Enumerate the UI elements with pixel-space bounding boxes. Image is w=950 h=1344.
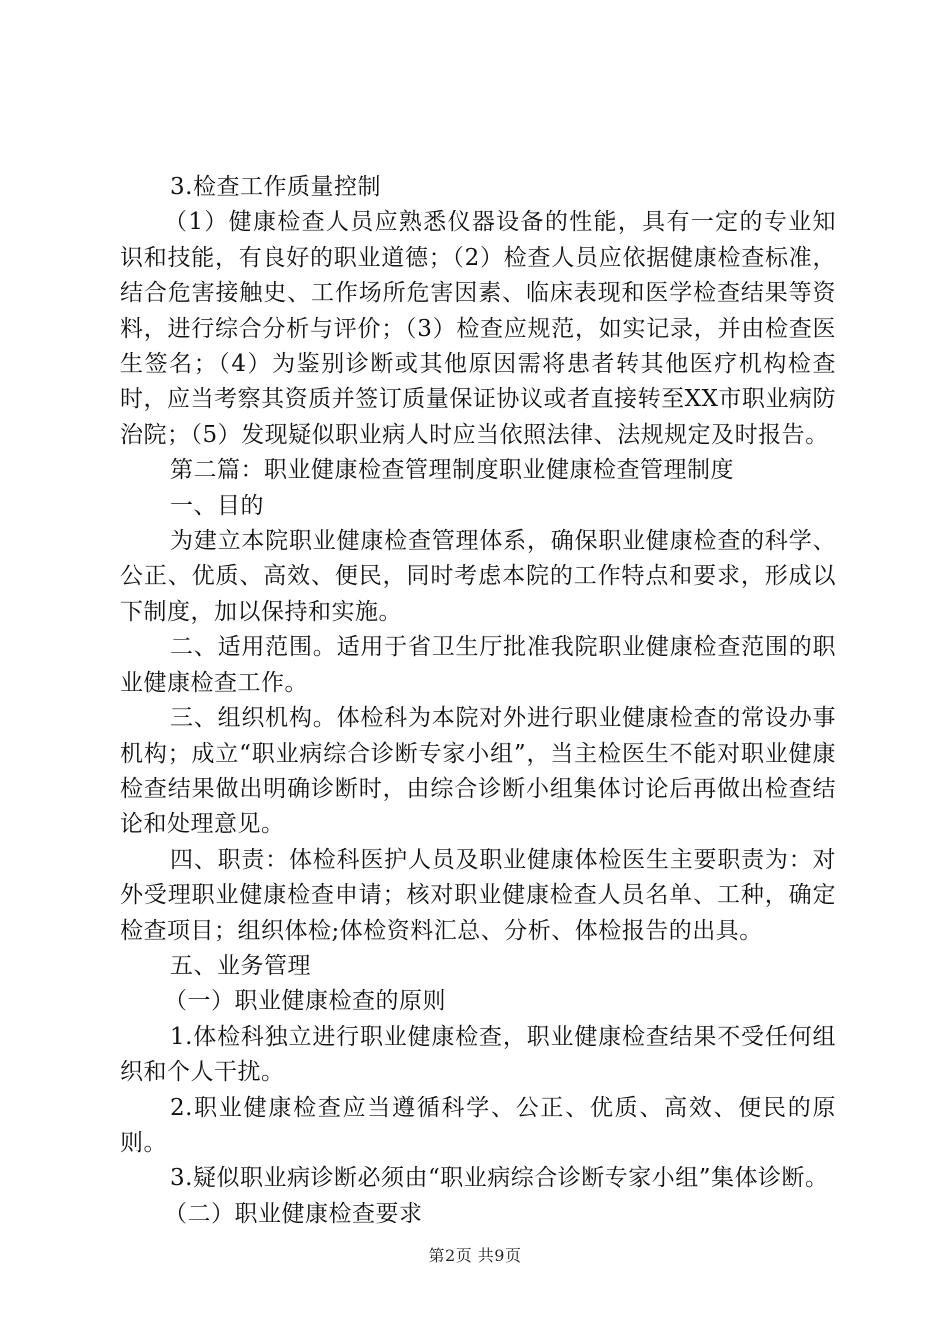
- list-item-principle-1: 1.体检科独立进行职业健康检查，职业健康检查结果不受任何组织和个人干扰。: [120, 1023, 836, 1086]
- paragraph-quality-control-items: （1）健康检查人员应熟悉仪器设备的性能，具有一定的专业知识和技能，有良好的职业道德；（2）检查人员应依据健康检查标准，结合危害接触史、工作场所危害因素、临床表现和医学检查结果等资料，进行综合分析与评价；（3）检查应规范，如实记录，并由检查医生签名；（4）为鉴别诊断或其他原因需将患者转其他医疗机构检查时，应当考察其资质并签订质量保证协议或者直接转至XX市职业病防治院；（5）发现疑似职业病人时应当依照法律、法规规定及时报告。: [120, 209, 836, 448]
- chapter-title: 第二篇：职业健康检查管理制度职业健康检查管理制度: [170, 457, 734, 484]
- list-item-principle-2: 2.职业健康检查应当遵循科学、公正、优质、高效、便民的原则。: [120, 1094, 836, 1156]
- paragraph-purpose: 为建立本院职业健康检查管理体系，确保职业健康检查的科学、公正、优质、高效、便民，同时考虑本院的工作特点和要求，形成以下制度，加以保持和实施。: [120, 528, 836, 625]
- section-heading-purpose: 一、目的: [170, 492, 264, 519]
- paragraph-scope: 二、适用范围。适用于省卫生厅批准我院职业健康检查范围的职业健康检查工作。: [120, 634, 836, 696]
- page-footer: 第2页 共9页: [428, 1246, 522, 1265]
- paragraph-organization: 三、组织机构。体检科为本院对外进行职业健康检查的常设办事机构；成立“职业病综合诊断专家小组”，当主检医生不能对职业健康检查结果做出明确诊断时，由综合诊断小组集体讨论后再做出检查结论和处理意见。: [120, 705, 836, 838]
- section-heading-business-management: 五、业务管理: [170, 952, 311, 979]
- subsection-heading-principles: （一）职业健康检查的原则: [164, 988, 446, 1015]
- document-body: [120, 170, 836, 1232]
- section-heading-quality-control: 3.检查工作质量控制: [170, 174, 381, 200]
- paragraph-responsibilities: 四、职责：体检科医护人员及职业健康体检医生主要职责为：对外受理职业健康检查申请；核对职业健康检查人员名单、工种，确定检查项目；组织体检;体检资料汇总、分析、体检报告的出具。: [120, 846, 836, 944]
- subsection-heading-requirements: （二）职业健康检查要求: [164, 1200, 423, 1227]
- list-item-principle-3: 3.疑似职业病诊断必须由“职业病综合诊断专家小组”集体诊断。: [170, 1165, 829, 1192]
